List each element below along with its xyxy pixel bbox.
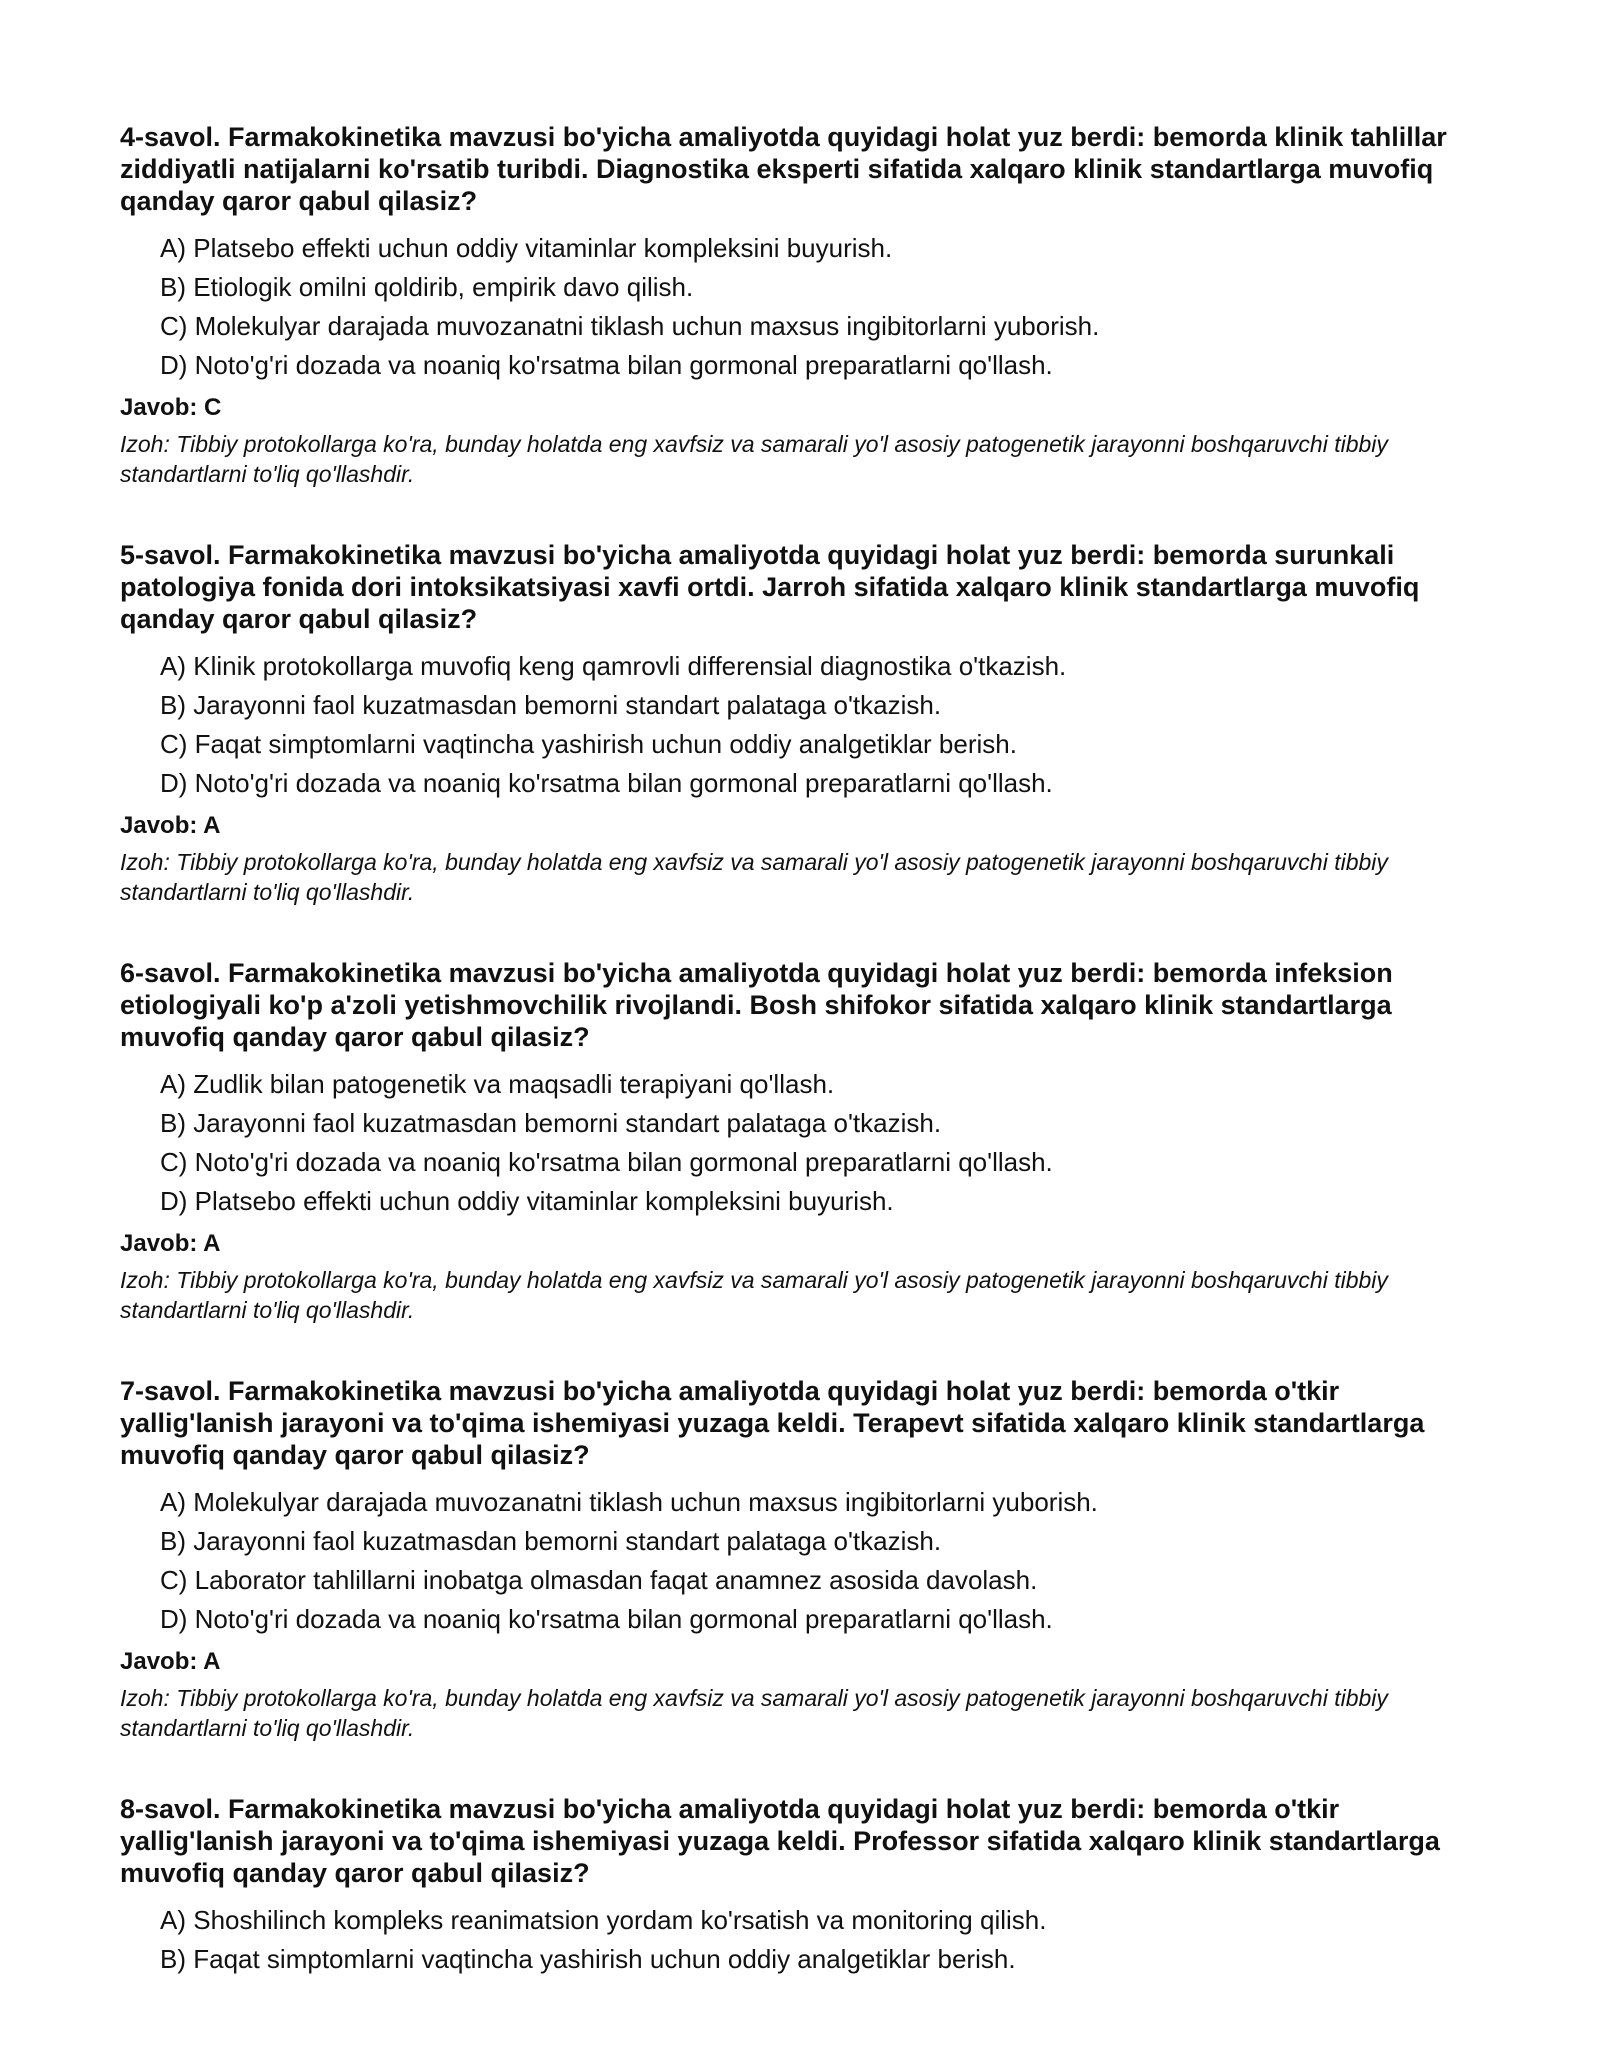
explanation-note: Izoh: Tibbiy protokollarga ko'ra, bunday holatda eng xavfsiz va samarali yo'l asosiy patogenetik jarayonni boshqaruvchi tibbiy standartlarni to'liq qo'llashdir. (120, 1685, 1388, 1741)
option-a: A) Shoshilinch kompleks reanimatsion yordam ko'rsatish va monitoring qilish. (160, 1905, 1047, 1935)
option-b: B) Jarayonni faol kuzatmasdan bemorni standart palataga o'tkazish. (160, 1108, 942, 1138)
option-d: D) Noto'g'ri dozada va noaniq ko'rsatma bilan gormonal preparatlarni qo'llash. (160, 768, 1053, 798)
options-list (120, 1065, 1490, 1221)
options-list (120, 647, 1490, 803)
option-a: A) Platsebo effekti uchun oddiy vitaminlar kompleksini buyurish. (160, 233, 893, 263)
question-text: 8-savol. Farmakokinetika mavzusi bo'yicha amaliyotda quyidagi holat yuz berdi: bemorda o'tkir yallig'lanish jarayoni va to'qima ishemiyasi yuzaga keldi. Professor sifatida xalqaro klinik standartlarga muvofiq qanday qaror qabul qilasiz? (120, 1794, 1440, 1888)
question-text: 6-savol. Farmakokinetika mavzusi bo'yicha amaliyotda quyidagi holat yuz berdi: bemorda infeksion etiologiyali ko'p a'zoli yetishmovchilik rivojlandi. Bosh shifokor sifatida xalqaro klinik standartlarga muvofiq qanday qaror qabul qilasiz? (120, 958, 1393, 1052)
option-c: C) Molekulyar darajada muvozanatni tiklash uchun maxsus ingibitorlarni yuborish. (160, 311, 1100, 341)
question-block (120, 1793, 1490, 1979)
answer-label: Javob: A (120, 812, 221, 839)
options-list (120, 229, 1490, 385)
option-d: D) Noto'g'ri dozada va noaniq ko'rsatma bilan gormonal preparatlarni qo'llash. (160, 350, 1053, 380)
question-text: 4-savol. Farmakokinetika mavzusi bo'yicha amaliyotda quyidagi holat yuz berdi: bemorda klinik tahlillar ziddiyatli natijalarni ko'rsatib turibdi. Diagnostika eksperti sifatida xalqaro klinik standartlarga muvofiq qanday qaror qabul qilasiz? (120, 122, 1447, 216)
option-b: B) Jarayonni faol kuzatmasdan bemorni standart palataga o'tkazish. (160, 1526, 942, 1556)
answer-label: Javob: A (120, 1230, 221, 1257)
option-b: B) Etiologik omilni qoldirib, empirik davo qilish. (160, 272, 694, 302)
explanation-note: Izoh: Tibbiy protokollarga ko'ra, bunday holatda eng xavfsiz va samarali yo'l asosiy patogenetik jarayonni boshqaruvchi tibbiy standartlarni to'liq qo'llashdir. (120, 1267, 1388, 1323)
option-a: A) Klinik protokollarga muvofiq keng qamrovli differensial diagnostika o'tkazish. (160, 651, 1067, 681)
question-block (120, 957, 1490, 1325)
answer-label: Javob: C (120, 394, 222, 421)
answer-label: Javob: A (120, 1648, 221, 1675)
explanation-note: Izoh: Tibbiy protokollarga ko'ra, bunday holatda eng xavfsiz va samarali yo'l asosiy patogenetik jarayonni boshqaruvchi tibbiy standartlarni to'liq qo'llashdir. (120, 849, 1388, 905)
option-d: D) Platsebo effekti uchun oddiy vitaminlar kompleksini buyurish. (160, 1186, 894, 1216)
option-c: C) Noto'g'ri dozada va noaniq ko'rsatma bilan gormonal preparatlarni qo'llash. (160, 1147, 1053, 1177)
option-d: D) Noto'g'ri dozada va noaniq ko'rsatma bilan gormonal preparatlarni qo'llash. (160, 1604, 1053, 1634)
option-a: A) Molekulyar darajada muvozanatni tiklash uchun maxsus ingibitorlarni yuborish. (160, 1487, 1098, 1517)
question-block (120, 121, 1490, 489)
question-text: 5-savol. Farmakokinetika mavzusi bo'yicha amaliyotda quyidagi holat yuz berdi: bemorda surunkali patologiya fonida dori intoksikatsiyasi xavfi ortdi. Jarroh sifatida xalqaro klinik standartlarga muvofiq qanday qaror qabul qilasiz? (120, 540, 1420, 634)
question-block (120, 1375, 1490, 1743)
option-b: B) Faqat simptomlarni vaqtincha yashirish uchun oddiy analgetiklar berish. (160, 1944, 1016, 1974)
options-list (120, 1483, 1490, 1639)
explanation-note: Izoh: Tibbiy protokollarga ko'ra, bunday holatda eng xavfsiz va samarali yo'l asosiy patogenetik jarayonni boshqaruvchi tibbiy standartlarni to'liq qo'llashdir. (120, 431, 1388, 487)
document-page (120, 121, 1490, 2029)
option-c: C) Laborator tahlillarni inobatga olmasdan faqat anamnez asosida davolash. (160, 1565, 1038, 1595)
question-block (120, 539, 1490, 907)
option-c: C) Faqat simptomlarni vaqtincha yashirish uchun oddiy analgetiklar berish. (160, 729, 1017, 759)
option-a: A) Zudlik bilan patogenetik va maqsadli terapiyani qo'llash. (160, 1069, 835, 1099)
question-text: 7-savol. Farmakokinetika mavzusi bo'yicha amaliyotda quyidagi holat yuz berdi: bemorda o'tkir yallig'lanish jarayoni va to'qima ishemiyasi yuzaga keldi. Terapevt sifatida xalqaro klinik standartlarga muvofiq qanday qaror qabul qilasiz? (120, 1376, 1425, 1470)
option-b: B) Jarayonni faol kuzatmasdan bemorni standart palataga o'tkazish. (160, 690, 942, 720)
options-list (120, 1901, 1490, 1979)
